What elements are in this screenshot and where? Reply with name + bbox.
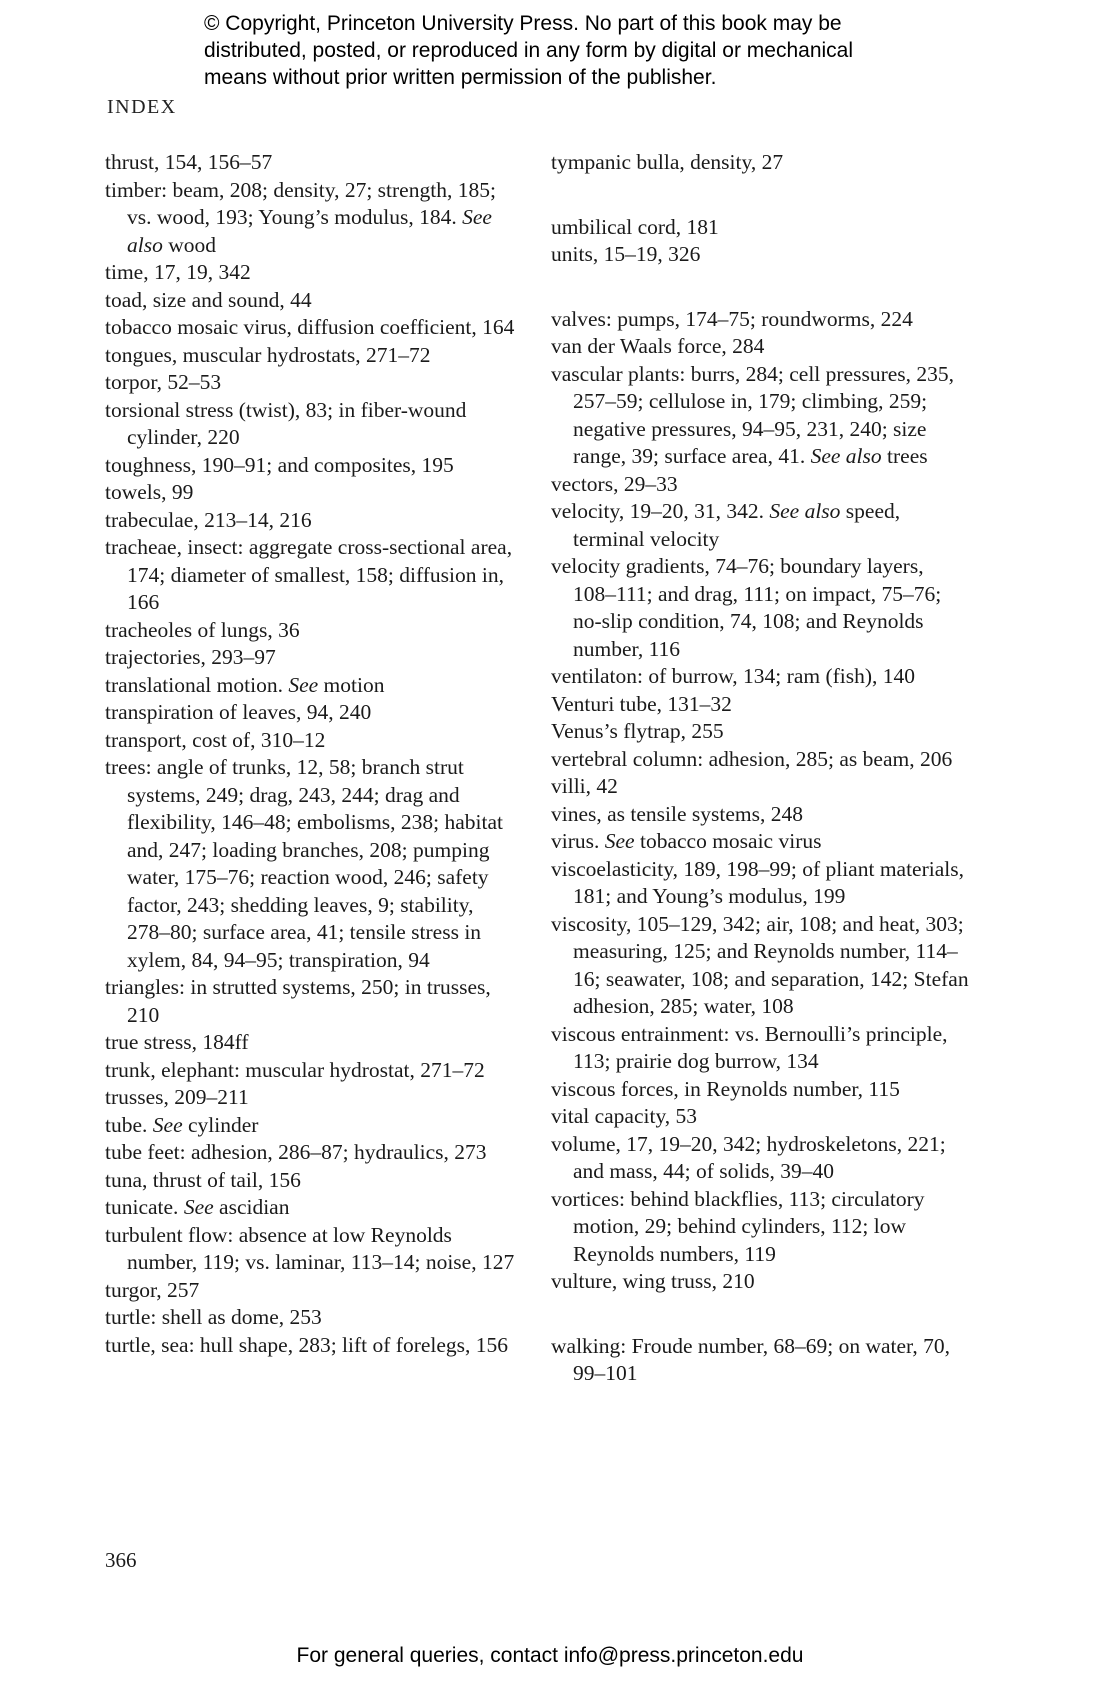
- index-entry: [105, 974, 520, 1029]
- index-entry: [105, 287, 520, 315]
- index-entry: [105, 644, 520, 672]
- entry-text: vertebral column: adhesion, 285; as beam, 206: [551, 746, 953, 771]
- entry-text: triangles: in strutted systems, 250; in trusses, 210: [105, 975, 491, 1027]
- copyright-line: distributed, posted, or reproduced in any form by digital or mechanical: [204, 39, 854, 62]
- index-entry: [551, 333, 971, 361]
- index-entry: [105, 259, 520, 287]
- entry-text: toughness, 190–91; and composites, 195: [105, 452, 454, 477]
- index-entry: [105, 507, 520, 535]
- entry-text: vulture, wing truss, 210: [551, 1269, 755, 1293]
- entry-text: viscoelasticity, 189, 198–99; of pliant materials, 181; and Young’s modulus, 199: [551, 856, 964, 908]
- entry-text: torpor, 52–53: [105, 370, 222, 394]
- see-target: speed, terminal velocity: [573, 499, 901, 551]
- index-column-right: [551, 149, 971, 1388]
- entry-text: toad, size and sound, 44: [105, 287, 312, 312]
- entry-text: tube feet: adhesion, 286–87; hydraulics, 273: [105, 1140, 487, 1164]
- entry-text: viscosity, 105–129, 342; air, 108; and heat, 303; measuring, 125; and Reynolds number, 114–16; seawater, 108; and separation, 142; Stefan adhesion, 285; water, 108: [551, 911, 969, 1018]
- entry-text: vascular plants: burrs, 284; cell pressures, 235, 257–59; cellulose in, 179; climbing, 259; negative pressures, 94–95, 231, 240; size range, 39; surface area, 41.: [551, 361, 955, 468]
- index-entry: [105, 1139, 520, 1167]
- entry-text: Venturi tube, 131–32: [551, 691, 732, 716]
- entry-text: velocity gradients, 74–76; boundary layers, 108–111; and drag, 111; on impact, 75–76; no-slip condition, 74, 108; and Reynolds number, 116: [551, 554, 942, 661]
- entry-text: tongues, muscular hydrostats, 271–72: [105, 342, 431, 367]
- entry-text: villi, 42: [551, 774, 618, 798]
- see-target: ascidian: [213, 1195, 290, 1219]
- index-entry: [551, 241, 971, 269]
- entry-text: trees: angle of trunks, 12, 58; branch strut systems, 249; drag, 243, 244; drag and flexibility, 146–48; embolisms, 238; habitat and, 247; loading branches, 208; pumping water, 175–76; reaction wood, 246; safety factor, 243; shedding leaves, 9; stability, 278–80; surface area, 41; tensile stress in xylem, 84, 94–95; transpiration, 94: [105, 755, 504, 972]
- index-entry: [105, 1112, 520, 1140]
- see-reference: See also: [127, 205, 492, 257]
- index-entry: [105, 1029, 520, 1057]
- index-entry: [551, 828, 971, 856]
- index-entry: [551, 149, 971, 177]
- index-entry: [551, 1103, 971, 1131]
- entry-text: time, 17, 19, 342: [105, 260, 251, 284]
- index-entry: [551, 663, 971, 691]
- index-entry: [551, 746, 971, 774]
- entry-text: turtle, sea: hull shape, 283; lift of forelegs, 156: [105, 1332, 509, 1357]
- copyright-line: means without prior written permission of the publisher.: [204, 66, 717, 89]
- entry-text: tracheoles of lungs, 36: [105, 617, 300, 642]
- index-entry: [105, 1222, 520, 1277]
- index-entry: [105, 699, 520, 727]
- index-entry: [105, 149, 520, 177]
- index-entry: [551, 1186, 971, 1269]
- index-entry: [551, 1021, 971, 1076]
- index-entry: [105, 672, 520, 700]
- entry-text: Venus’s flytrap, 255: [551, 719, 724, 743]
- entry-text: tube.: [105, 1112, 153, 1137]
- see-reference: See also: [810, 444, 882, 468]
- index-entry: [551, 1131, 971, 1186]
- see-target: trees: [881, 444, 928, 468]
- index-entry: [105, 1167, 520, 1195]
- index-entry: [105, 479, 520, 507]
- copyright-line: © Copyright, Princeton University Press. No part of this book may be: [204, 12, 842, 35]
- entry-text: trabeculae, 213–14, 216: [105, 507, 312, 532]
- index-entry: [105, 534, 520, 617]
- letter-group-gap: [551, 177, 971, 214]
- entry-text: tracheae, insect: aggregate cross-sectional area, 174; diameter of smallest, 158; diffusion in, 166: [105, 535, 513, 614]
- entry-text: velocity, 19–20, 31, 342.: [551, 499, 770, 523]
- entry-text: units, 15–19, 326: [551, 242, 701, 266]
- see-reference: See: [288, 672, 319, 697]
- entry-text: towels, 99: [105, 480, 194, 504]
- index-entry: [105, 1057, 520, 1085]
- entry-text: turgor, 257: [105, 1277, 200, 1302]
- entry-text: virus.: [551, 829, 605, 853]
- entry-text: transport, cost of, 310–12: [105, 727, 326, 752]
- index-entry: [105, 397, 520, 452]
- index-entry: [551, 801, 971, 829]
- entry-text: tobacco mosaic virus, diffusion coefficient, 164: [105, 315, 515, 339]
- index-entry: [105, 452, 520, 480]
- see-reference: See: [604, 829, 635, 853]
- entry-text: vital capacity, 53: [551, 1104, 698, 1128]
- entry-text: true stress, 184ff: [105, 1030, 249, 1054]
- entry-text: vines, as tensile systems, 248: [551, 801, 804, 826]
- entry-text: timber: beam, 208; density, 27; strength, 185; vs. wood, 193; Young’s modulus, 184.: [105, 177, 496, 229]
- entry-text: trusses, 209–211: [105, 1085, 249, 1109]
- index-entry: [105, 314, 520, 342]
- entry-text: van der Waals force, 284: [551, 334, 765, 358]
- letter-group-gap: [551, 1296, 971, 1333]
- entry-text: translational motion.: [105, 672, 289, 697]
- entry-text: vortices: behind blackflies, 113; circulatory motion, 29; behind cylinders, 112; low Reynolds numbers, 119: [551, 1186, 925, 1266]
- entry-text: viscous entrainment: vs. Bernoulli’s principle, 113; prairie dog burrow, 134: [551, 1021, 948, 1073]
- entry-text: viscous forces, in Reynolds number, 115: [551, 1076, 900, 1101]
- entry-text: umbilical cord, 181: [551, 214, 719, 239]
- entry-text: tunicate.: [105, 1195, 184, 1219]
- footer-contact: For general queries, contact info@press.princeton.edu: [296, 1644, 804, 1667]
- see-target: tobacco mosaic virus: [634, 829, 822, 853]
- entry-text: tuna, thrust of tail, 156: [105, 1167, 301, 1192]
- entry-text: turtle: shell as dome, 253: [105, 1305, 322, 1329]
- index-entry: [105, 1084, 520, 1112]
- letter-group-gap: [551, 269, 971, 306]
- see-reference: See: [183, 1195, 214, 1219]
- index-column-left: [105, 149, 520, 1359]
- index-entry: [551, 773, 971, 801]
- entry-text: vectors, 29–33: [551, 471, 678, 496]
- index-entry: [551, 1268, 971, 1296]
- see-reference: See: [152, 1112, 183, 1137]
- index-entry: [551, 856, 971, 911]
- index-entry: [551, 718, 971, 746]
- index-entry: [105, 617, 520, 645]
- entry-text: walking: Froude number, 68–69; on water, 70, 99–101: [551, 1333, 950, 1385]
- index-entry: [105, 369, 520, 397]
- index-entry: [551, 1333, 971, 1388]
- running-head: INDEX: [107, 96, 177, 118]
- index-entry: [105, 754, 520, 974]
- index-entry: [551, 498, 971, 553]
- index-entry: [551, 911, 971, 1021]
- page-number: 366: [105, 1548, 137, 1572]
- index-entry: [105, 177, 520, 260]
- see-target: cylinder: [182, 1112, 259, 1137]
- index-entry: [105, 1332, 520, 1360]
- index-entry: [551, 306, 971, 334]
- entry-text: ventilaton: of burrow, 134; ram (fish), 140: [551, 664, 916, 688]
- see-target: motion: [318, 672, 385, 697]
- index-entry: [551, 691, 971, 719]
- index-entry: [105, 727, 520, 755]
- index-entry: [551, 214, 971, 242]
- index-entry: [551, 471, 971, 499]
- entry-text: turbulent flow: absence at low Reynolds number, 119; vs. laminar, 113–14; noise, 127: [105, 1222, 515, 1274]
- see-reference: See also: [769, 499, 841, 523]
- entry-text: tympanic bulla, density, 27: [551, 150, 784, 174]
- index-entry: [551, 553, 971, 663]
- see-target: wood: [162, 232, 216, 257]
- index-entry: [105, 342, 520, 370]
- index-entry: [105, 1277, 520, 1305]
- entry-text: volume, 17, 19–20, 342; hydroskeletons, 221; and mass, 44; of solids, 39–40: [551, 1131, 946, 1183]
- entry-text: trajectories, 293–97: [105, 645, 276, 669]
- index-entry: [105, 1194, 520, 1222]
- index-entry: [551, 361, 971, 471]
- entry-text: thrust, 154, 156–57: [105, 150, 273, 174]
- index-entry: [105, 1304, 520, 1332]
- entry-text: trunk, elephant: muscular hydrostat, 271–72: [105, 1057, 485, 1082]
- entry-text: transpiration of leaves, 94, 240: [105, 700, 372, 724]
- entry-text: valves: pumps, 174–75; roundworms, 224: [551, 306, 913, 331]
- copyright-notice: [204, 10, 964, 91]
- index-entry: [551, 1076, 971, 1104]
- entry-text: torsional stress (twist), 83; in fiber-wound cylinder, 220: [105, 397, 467, 449]
